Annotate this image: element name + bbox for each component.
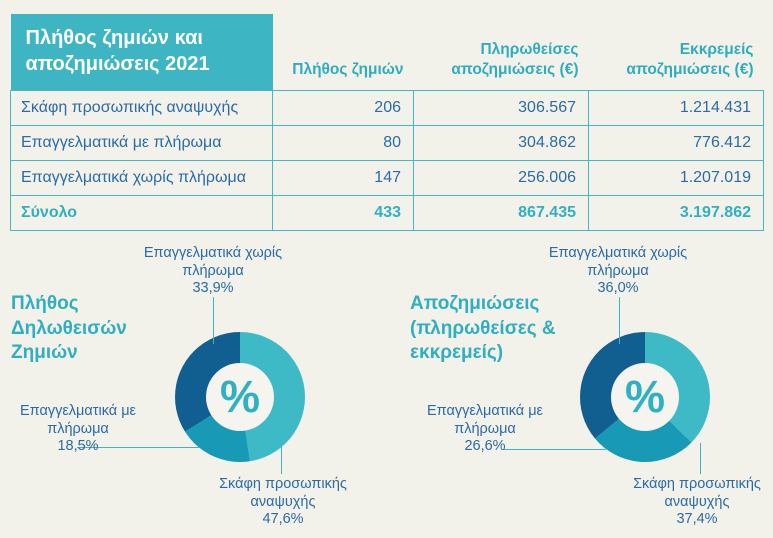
table-header-row	[11, 14, 764, 90]
row-claims-count: 206	[273, 90, 414, 125]
slice-label-personal-recreation: Σκάφη προσωπικής αναψυχής 37,4%	[617, 476, 773, 529]
callout-line	[213, 297, 214, 344]
donut-hole	[206, 363, 274, 431]
callout-line	[619, 297, 620, 344]
claims-count-chart-title: Πλήθος Δηλωθεισών Ζημιών	[11, 293, 127, 364]
total-label: Σύνολο	[11, 195, 273, 230]
row-label: Επαγγελματικά με πλήρωμα	[11, 125, 273, 160]
table-title: Πλήθος ζημιών και αποζημιώσεις 2021	[11, 14, 273, 90]
row-label: Επαγγελματικά χωρίς πλήρωμα	[11, 160, 273, 195]
row-paid: 304.862	[414, 125, 589, 160]
slice-label-professional-with-crew: Επαγγελματικά με πλήρωμα 18,5%	[8, 403, 148, 456]
compensations-pie-chart	[580, 332, 710, 462]
total-claims-count: 433	[273, 195, 414, 230]
slice-percentage: 26,6%	[464, 438, 506, 455]
row-pending: 1.207.019	[589, 160, 764, 195]
row-claims-count: 80	[273, 125, 414, 160]
callout-line	[281, 445, 282, 474]
percent-icon: %	[219, 370, 260, 422]
table-total-row	[11, 195, 764, 230]
claims-table	[10, 14, 764, 231]
row-pending: 776.412	[589, 125, 764, 160]
claims-count-pie-chart	[175, 332, 305, 462]
row-claims-count: 147	[273, 160, 414, 195]
row-label: Σκάφη προσωπικής αναψυχής	[11, 90, 273, 125]
slice-percentage: 47,6%	[262, 511, 304, 528]
slice-percentage: 18,5%	[57, 438, 99, 455]
slice-percentage: 36,0%	[597, 280, 639, 297]
total-pending: 3.197.862	[589, 195, 764, 230]
donut-hole	[611, 363, 679, 431]
callout-line	[700, 443, 701, 474]
column-header-claims-count: Πλήθος ζημιών	[292, 60, 404, 78]
slice-percentage: 37,4%	[676, 511, 718, 528]
row-pending: 1.214.431	[589, 90, 764, 125]
row-paid: 306.567	[414, 90, 589, 125]
table-row	[11, 160, 764, 195]
table-row	[11, 125, 764, 160]
slice-percentage: 33,9%	[192, 280, 234, 297]
column-header-pending: Εκκρεμείς αποζημιώσεις (€)	[626, 40, 754, 78]
column-header-paid: Πληρωθείσες αποζημιώσεις (€)	[451, 40, 579, 78]
slice-label-personal-recreation: Σκάφη προσωπικής αναψυχής 47,6%	[203, 476, 363, 529]
percent-icon: %	[624, 370, 665, 422]
compensations-chart-title: Αποζημιώσεις (πληρωθείσες & εκκρεμείς)	[410, 293, 556, 364]
slice-label-professional-with-crew: Επαγγελματικά με πλήρωμα 26,6%	[415, 403, 555, 456]
table-row	[11, 90, 764, 125]
row-paid: 256.006	[414, 160, 589, 195]
slice-label-professional-no-crew: Επαγγελματικά χωρίς πλήρωμα 36,0%	[543, 245, 693, 298]
slice-label-professional-no-crew: Επαγγελματικά χωρίς πλήρωμα 33,9%	[138, 245, 288, 298]
total-paid: 867.435	[414, 195, 589, 230]
